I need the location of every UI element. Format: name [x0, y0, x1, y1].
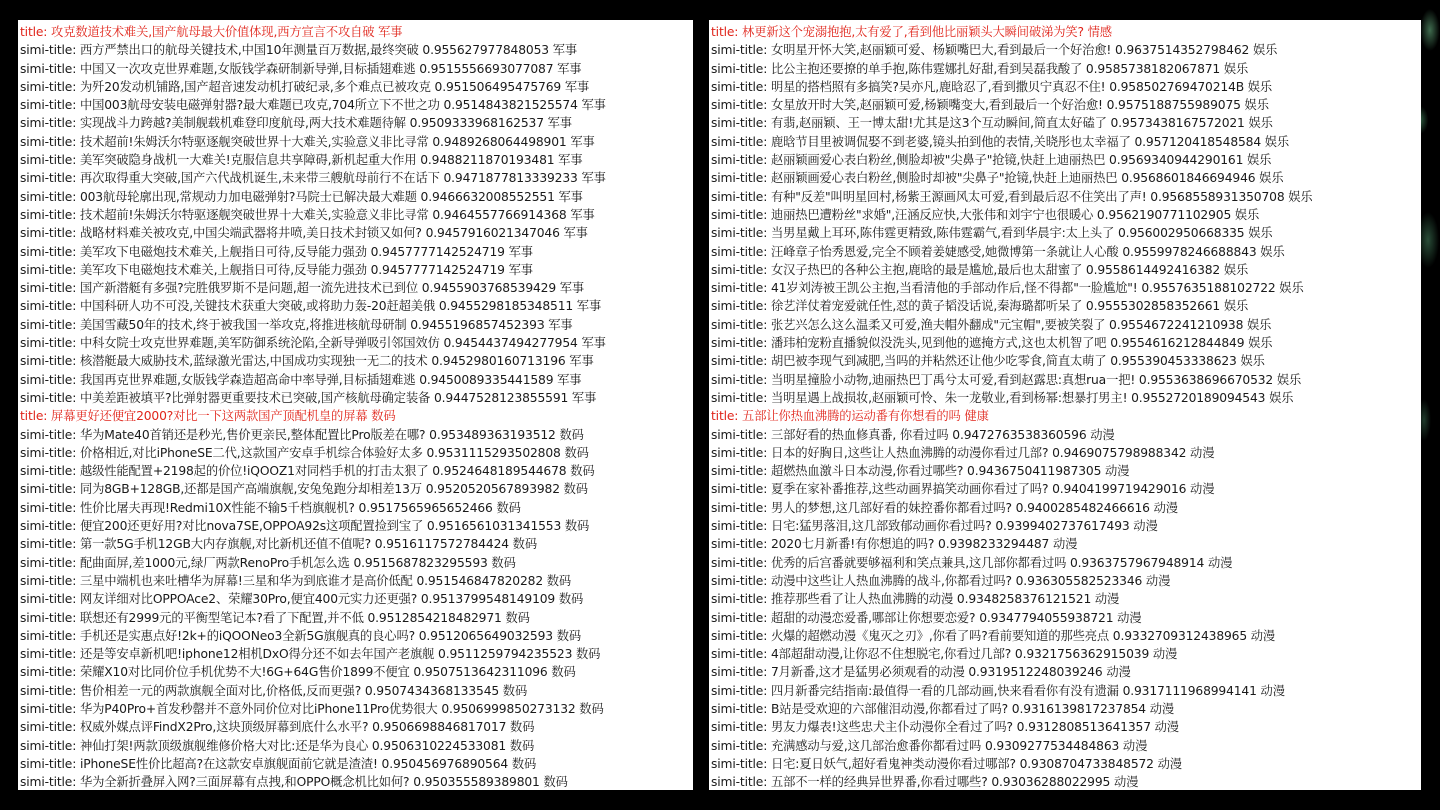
simi-title-line: simi-title: 技术超前!朱姆沃尔特驱逐舰突破世界十大难关,实验意义非比寻常 0.9489268064498901 军事: [20, 134, 595, 149]
simi-title-line: simi-title: 三星中端机也来吐槽华为屏幕!三星和华为到底谁才是高价低配 0.951546847820282 数码: [20, 573, 572, 588]
simi-title-line: simi-title: 还是等安卓新机吧!iphone12相机DxO得分还不如去年国产老旗舰 0.9511259794235523 数码: [20, 647, 601, 662]
simi-title-line: simi-title: 明星的搭档照有多搞笑?吴亦凡,鹿晗忍了,看到撒贝宁真忍不住! 0.958502769470214B 娱乐: [711, 79, 1273, 94]
simi-title-line: simi-title: 神仙打架!两款顶级旗舰维修价格大对比:还是华为良心 0.9506310224533081 数码: [20, 738, 535, 753]
simi-title-line: simi-title: 美军攻下电磁炮技术难关,上舰指日可待,反导能力强劲 0.9457777142524719 军事: [20, 262, 533, 277]
simi-title-line: simi-title: 日宅:夏日妖气,超好看鬼神类动漫你看过哪部? 0.9308704733848572 动漫: [711, 756, 1182, 771]
simi-title-line: simi-title: 联想还有2999元的平衡型笔记本?看了下配置,并不低 0.9512854218482971 数码: [20, 610, 530, 625]
simi-title-line: simi-title: 徐艺洋仗着宠爱就任性,怼的黄子韬没话说,秦海璐都听呆了 0.9555302858352661 娱乐: [711, 299, 1249, 314]
simi-title-line: simi-title: 手机还是实惠点好!2k+的iQOONeo3全新5G旗舰真的良心吗? 0.9512065649032593 数码: [20, 628, 581, 643]
simi-title-line: simi-title: 华为全新折叠屏入网?三面屏幕有点拽,和OPPO概念机比如何? 0.950355589389801 数码: [20, 775, 568, 790]
simi-title-line: simi-title: 日宅:猛男落泪,这几部致郁动画你看过吗? 0.9399402737617493 动漫: [711, 519, 1158, 534]
simi-title-line: simi-title: 潘玮柏宠粉直播貌似没洗头,见到他的遮掩方式,这也太机智了吧 0.9554616212844849 娱乐: [711, 336, 1273, 351]
simi-title-line: simi-title: 荣耀X10对比同价位手机优势不大!6G+64G售价1899不便宜 0.9507513642311096 数码: [20, 665, 576, 680]
simi-title-line: simi-title: 充满感动与爱,这几部治愈番你都看过吗 0.9309277534484863 动漫: [711, 738, 1148, 753]
simi-title-line: simi-title: 网友详细对比OPPOAce2、荣耀30Pro,便宜400元实力还更强? 0.9513799548149109 数码: [20, 592, 584, 607]
simi-title-line: simi-title: 有翡,赵丽颖、王一博太甜!尤其是这3个互动瞬间,简直太好磕了 0.9573438167572021 娱乐: [711, 116, 1273, 131]
simi-title-line: simi-title: 为歼20发动机铺路,国产超音速发动机打破纪录,多个难点已被攻克 0.951506495475769 军事: [20, 79, 590, 94]
simi-title-line: simi-title: 日本的好胸日,这些让人热血沸腾的动漫你看过几部? 0.9469075798988342 动漫: [711, 445, 1215, 460]
simi-title-line: simi-title: 赵丽颖画爱心表白粉丝,侧脸却被"尖鼻子"抢镜,快赶上迪丽热巴 0.9569340944290161 娱乐: [711, 153, 1272, 168]
simi-title-line: simi-title: 迪丽热巴遭粉丝"求婚",汪涵反应快,大张伟和刘宇宁也很暖心 0.9562190771102905 娱乐: [711, 207, 1260, 222]
simi-title-line: simi-title: 4部超甜动漫,让你忍不住想脱宅,你看过几部? 0.9321756362915039 动漫: [711, 647, 1178, 662]
simi-title-line: simi-title: iPhoneSE性价比超高?在这款安卓旗舰面前它就是渣渣! 0.950456976890564 数码: [20, 756, 537, 771]
simi-title-line: simi-title: 男人的梦想,这几部好看的妹控番你都看过吗? 0.9400285482466616 动漫: [711, 500, 1178, 515]
simi-title-line: simi-title: 售价相差一元的两款旗舰全面对比,价格低,反而更强? 0.9507434368133545 数码: [20, 683, 528, 698]
simi-title-line: simi-title: 女明星开怀大笑,赵丽颖可爱、杨颖嘴巴大,看到最后一个好治愈! 0.9637514352798462 娱乐: [711, 43, 1278, 58]
simi-title-line: simi-title: 三部好看的热血修真番, 你看过吗 0.9472763538360596 动漫: [711, 427, 1115, 442]
simi-title-line: simi-title: 技术超前!朱姆沃尔特驱逐舰突破世界十大难关,实验意义非比寻常 0.9464557766914368 军事: [20, 207, 595, 222]
simi-title-line: simi-title: 男友力爆表!这些忠犬主仆动漫你全看过了吗? 0.9312808513641357 动漫: [711, 720, 1179, 735]
simi-title-line: simi-title: 超甜的动漫恋爱番,哪部让你想要恋爱? 0.9347794055938721 动漫: [711, 610, 1142, 625]
simi-title-line: simi-title: 汪峰章子怡秀恩爱,完全不顾着姜婕感受,她微博第一条就让人心酸 0.9559978246688843 娱乐: [711, 244, 1285, 259]
simi-title-line: simi-title: 美军攻下电磁炮技术难关,上舰指日可待,反导能力强劲 0.9457777142524719 军事: [20, 244, 533, 259]
simi-title-line: simi-title: 核潜艇最大威胁技术,蓝绿激光雷达,中国成功实现独一无二的技术 0.9452980160713196 军事: [20, 354, 594, 369]
simi-title-line: simi-title: 推荐那些看了让人热血沸腾的动漫 0.9348258376121521 动漫: [711, 592, 1120, 607]
simi-title-line: simi-title: 西方严禁出口的航母关键技术,中国10年测量百万数据,最终突破 0.955627977848053 军事: [20, 43, 577, 58]
simi-title-line: simi-title: 实现战斗力跨越?美制舰载机难登印度航母,两大技术难题待解 0.9509333968162537 军事: [20, 116, 572, 131]
simi-title-line: simi-title: 美国雪藏50年的技术,终于被我国一举攻克,将推进核航母研制 0.945519685745239З 军事: [20, 317, 573, 332]
simi-title-line: simi-title: 火爆的超燃动漫《鬼灭之刃》,你看了吗?看前要知道的那些亮点 0.9332709312438965 动漫: [711, 628, 1276, 643]
simi-title-line: simi-title: 2020七月新番!有你想追的吗? 0.9398233294487 动漫: [711, 537, 1078, 552]
simi-title-line: simi-title: 鹿晗节目里被调侃娶不到老婆,镜头拍到他的表情,关晓彤也太幸福了 0.957120418548584 娱乐: [711, 134, 1290, 149]
simi-title-line: simi-title: 女星放开时大笑,赵丽颖可爱,杨颖嘴变大,看到最后一个好治愈! 0.9575188755989075 娱乐: [711, 98, 1269, 113]
simi-title-line: simi-title: 003航母轮廓出现,常规动力加电磁弹射?马院士已解决最大难题 0.9466632008552551 军事: [20, 189, 583, 204]
left-results-panel: [18, 20, 693, 790]
simi-title-line: simi-title: 动漫中这些让人热血沸腾的战斗,你都看过吗? 0.936305582523346 动漫: [711, 573, 1171, 588]
simi-title-line: simi-title: 超燃热血激斗日本动漫,你看过哪些? 0.9436750411987305 动漫: [711, 464, 1130, 479]
simi-title-line: simi-title: 中国又一次攻克世界难题,女版钱学森研制新导弹,目标插翅难逃 0.9515556693077087 军事: [20, 61, 582, 76]
simi-title-line: simi-title: 战略材料难关被攻克,中国尖端武器将井喷,美日技术封锁又如何? 0.9457916021347046 军事: [20, 226, 588, 241]
title-line: title: 五部让你热血沸腾的运动番有你想看的吗 健康: [711, 409, 989, 424]
simi-title-line: simi-title: 7月新番,这才是猛男必须观看的动漫 0.9319512248039246 动漫: [711, 665, 1131, 680]
simi-title-line: simi-title: 女汉子热巴的各种公主抱,鹿晗的最是尴尬,最后也太甜蜜了 0.9558614492416382 娱乐: [711, 262, 1249, 277]
simi-title-line: simi-title: 第一款5G手机12GB大内存旗舰,对比新机还值不值呢? 0.9516117572784424 数码: [20, 537, 537, 552]
simi-title-line: simi-title: 越级性能配置+2198起的价位!iQOOZ1对同档手机的打击太狠了 0.9524648189544678 数码: [20, 464, 595, 479]
simi-title-line: simi-title: 优秀的后宫番就要够福利和笑点兼具,这几部你都看过吗 0.9363757967948914 动漫: [711, 555, 1233, 570]
title-line: title: 林更新这个宠溺抱抱,太有爱了,看到他比丽颖头大瞬间破涕为笑? 情感: [711, 25, 1112, 39]
simi-title-line: simi-title: 赵丽颖画爱心表白粉丝,侧脸时却被"尖鼻子"抢镜,快赶上迪丽热巴 0.9568601846694946 娱乐: [711, 171, 1284, 186]
simi-title-line: simi-title: 中国003航母安装电磁弹射器?最大难题已攻克,704所立下不世之功 0.9514843821525574 军事: [20, 98, 606, 113]
simi-title-line: simi-title: 当男星戴上耳环,陈伟霆更精致,陈伟霆霸气,看到华晨宇:太上头了 0.956002950668335 娱乐: [711, 226, 1273, 241]
simi-title-line: simi-title: 41岁刘涛被王凯公主抱,当看清他的手部动作后,怪不得都"一脸尴尬"! 0.9557635188102722 娱乐: [711, 281, 1304, 296]
title-line: title: 攻克数道技术难关,国产航母最大价值体现,西方宣言不攻自破 军事: [20, 25, 403, 39]
simi-title-line: simi-title: 权威外媒点评FindX2Pro,这块顶级屏幕到底什么水平? 0.9506698846817017 数码: [20, 720, 535, 735]
right-results-panel: [709, 20, 1421, 790]
simi-title-line: simi-title: 华为P40Pro+首发秒罄并不意外同价位对比iPhone11Pro优势很大 0.9506999850273132 数码: [20, 701, 604, 716]
simi-title-line: simi-title: 再次取得重大突破,国产六代战机诞生,未来带三艘航母前行不在话下 0.9471877813339233 军事: [20, 171, 606, 186]
simi-title-line: simi-title: 中科女院士攻克世界难题,美军防御系统沦陷,全新导弹吸引邻国效仿 0.9454437494277954 军事: [20, 336, 606, 351]
simi-title-line: simi-title: 当明星遇上战损妆,赵丽颖可怜、朱一龙敬业,看到杨幂:想暴打男主! 0.9552720189094543 娱乐: [711, 390, 1294, 405]
simi-title-line: simi-title: 四月新番完结指南:最值得一看的几部动画,快来看看你有没有遗漏 0.9317111968994141 动漫: [711, 683, 1285, 698]
simi-title-line: simi-title: 美军突破隐身战机一大难关!克服信息共享障碍,新机起重大作用 0.9488211870193481 军事: [20, 153, 583, 168]
simi-title-line: simi-title: 五部不一样的经典异世界番,你看过哪些? 0.93036288022995 动漫: [711, 775, 1139, 790]
simi-title-line: simi-title: 张艺兴怎么这么温柔又可爱,渔夫帽外翻成"元宝帽",要被笑裂了 0.9554672241210938 娱乐: [711, 317, 1272, 332]
simi-title-line: simi-title: 性价比屠夫再现!Redmi10X性能不输5千档旗舰机? 0.9517565965652466 数码: [20, 500, 521, 515]
simi-title-line: simi-title: 中国科研人功不可没,关键技术获重大突破,或将助力轰-20赶超美俄 0.9455298185348511 军事: [20, 299, 602, 314]
simi-title-line: simi-title: 中美差距被填平?比弹射器更重要技术已突破,国产核航母确定装备 0.9447528123855591 军事: [20, 390, 597, 405]
simi-title-line: simi-title: 夏季在家补番推荐,这些动画界搞笑动画你看过了吗? 0.9404199719429016 动漫: [711, 482, 1215, 497]
simi-title-line: simi-title: 便宜200还更好用?对比nova7SE,OPPOA92s这项配置捡到宝了 0.9516561031341553 数码: [20, 519, 590, 534]
simi-title-line: simi-title: 华为Mate40首销还是秒光,售价更亲民,整体配置比Pro版差在哪? 0.953489363193512 数码: [20, 427, 584, 442]
simi-title-line: simi-title: 国产新潜艇有多强?完胜俄罗斯不是问题,超一流先进技术已到位 0.9455903768539429 军事: [20, 281, 585, 296]
title-line: title: 屏幕更好还便宜2000?对比一下这两款国产顶配机皇的屏幕 数码: [20, 409, 396, 424]
simi-title-line: simi-title: 价格相近,对比iPhoneSE二代,这款国产安卓手机综合体验好太多 0.9531115293502808 数码: [20, 445, 589, 460]
simi-title-line: simi-title: 比公主抱还要撩的单手抱,陈伟霆娜扎好甜,看到吴磊我酸了 0.9585738182067871 娱乐: [711, 61, 1249, 76]
simi-title-line: simi-title: 当明星撞脸小动物,迪丽热巴丁禹兮太可爱,看到赵露思:真想rua一把! 0.9553638696670532 娱乐: [711, 372, 1302, 387]
simi-title-line: simi-title: 我国再克世界难题,女版钱学森造超高命中率导弹,目标插翅难逃 0.9450089335441589 军事: [20, 372, 582, 387]
simi-title-line: simi-title: 同为8GB+128GB,还都是国产高端旗舰,安兔兔跑分却相差13万 0.9520520567893982 数码: [20, 482, 588, 497]
simi-title-line: simi-title: B站是受欢迎的六部催泪动漫,你都看过了吗? 0.9316139817237854 动漫: [711, 701, 1175, 716]
simi-title-line: simi-title: 有种"反差"叫明星回村,杨紫王源画风太可爱,看到最后忍不住笑出了声! 0.9568558931350708 娱乐: [711, 189, 1313, 204]
simi-title-line: simi-title: 胡巴被李现气到减肥,当吗的并粘然还让他少吃零食,简直太萌了 0.955390453338623 娱乐: [711, 354, 1265, 369]
simi-title-line: simi-title: 配曲面屏,差1000元,绿厂两款RenoPro手机怎么选 0.9515687823295593 数码: [20, 555, 516, 570]
